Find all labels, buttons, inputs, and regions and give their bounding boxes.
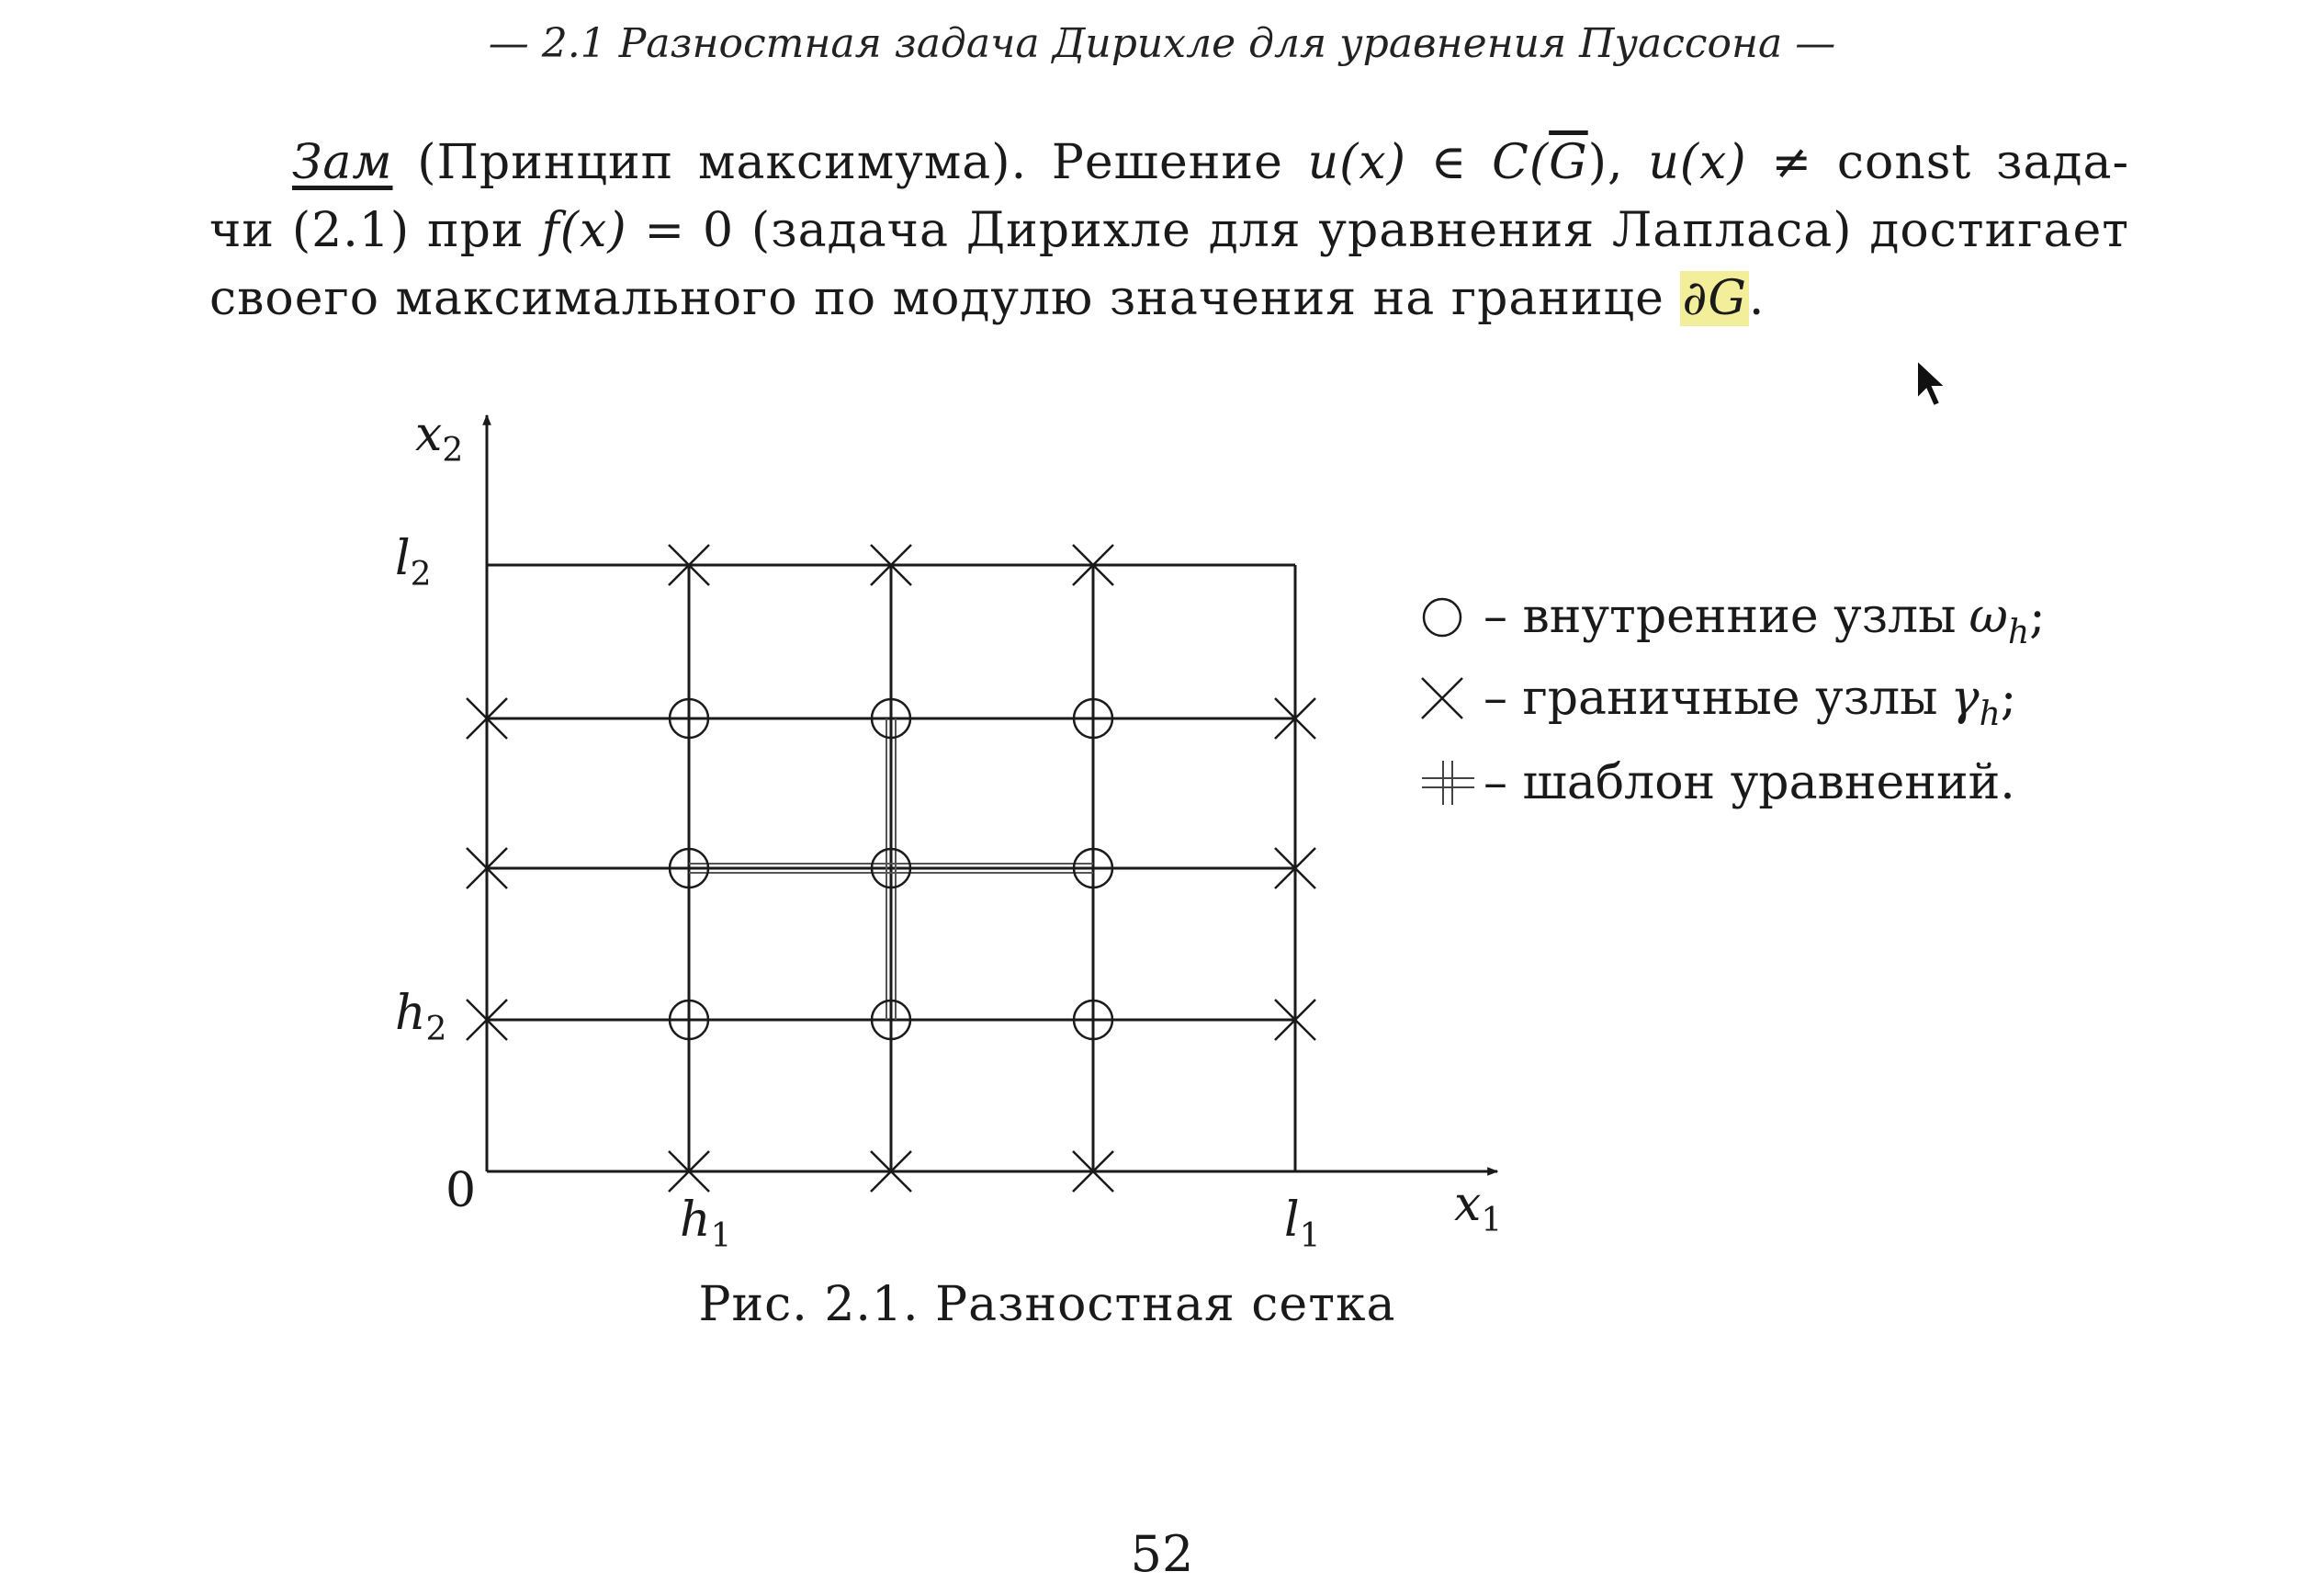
x1-axis-label: $x_1$ (1454, 1177, 1503, 1239)
remark-text: ≠ const зада- (1771, 135, 2130, 190)
remark-label: Зам (292, 135, 393, 190)
math-f-x: f(x) (541, 203, 627, 258)
svg-text:– граничные узлыγh;: – граничные узлы $\gamma_h$; (1484, 671, 2017, 733)
page-number: 52 (1130, 1525, 1194, 1583)
remark-text: чи (2.1) при (209, 203, 525, 258)
h1-label: $h_1$ (680, 1193, 732, 1255)
running-header: — 2.1 Разностная задача Дирихле для уравнения Пуассона — (488, 20, 1836, 67)
l2-label: $l_2$ (395, 531, 432, 594)
math-boundary-highlight: ∂G (1682, 271, 1747, 326)
h2-label: $h_2$ (395, 986, 447, 1048)
legend (1422, 589, 2046, 810)
circle-icon (1424, 599, 1461, 636)
remark-text: (Принцип максимума). Решение (417, 135, 1283, 190)
svg-text:– внутренние узлыωh;: – внутренние узлы $\omega_h$; (1484, 589, 2046, 651)
remark-text: = 0 (задача Дирихле для уравнения Лапласа) достигает (644, 203, 2130, 258)
l1-label: $l_1$ (1284, 1193, 1321, 1255)
stencil-icon (1422, 761, 1474, 805)
mouse-cursor-icon (1915, 358, 1952, 413)
remark-text: своего максимального по модулю значения на границе (209, 271, 1664, 326)
x2-axis-label: $x_2$ (415, 407, 464, 469)
math-u-x: u(x) (1307, 135, 1407, 190)
math-c-g: $C(\overline{G})$, (1492, 135, 1624, 190)
math-in: ∈ (1430, 135, 1468, 190)
figure-caption: Рис. 2.1. Разностная сетка (698, 1277, 1396, 1332)
remark-line-3: своего максимального по модулю значения на границе ∂G. (209, 271, 1766, 326)
math-u-x-2: u(x) (1648, 135, 1747, 190)
origin-label: 0 (446, 1163, 477, 1218)
svg-text:– шаблон уравнений.: – шаблон уравнений. (1484, 755, 2015, 810)
cross-icon (1422, 678, 1462, 718)
